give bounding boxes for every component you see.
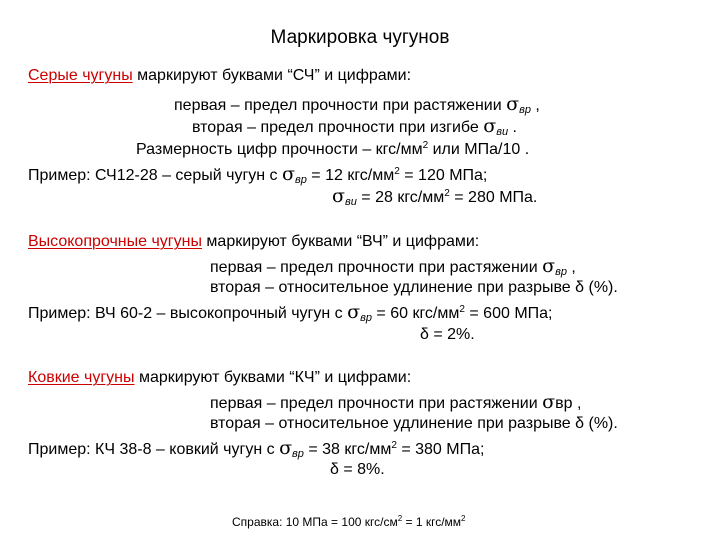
high-strength-cast-iron-term: Высокопрочные чугуны (28, 233, 202, 250)
gray-second-digit-line (192, 116, 517, 142)
malleable-first-digit-line (210, 392, 581, 414)
gray-first-text: первая – предел прочности при растяжении (174, 97, 507, 114)
dimension-end: или МПа/10 . (428, 141, 530, 158)
malleable-first-text: первая – предел прочности при растяжении (210, 395, 543, 412)
sigma-symbol: σ (279, 437, 293, 459)
superscript: 2 (394, 166, 400, 177)
sigma-subscript: ви (496, 126, 509, 138)
malleable-intro-text: маркируют буквами “КЧ” и цифрами: (134, 369, 412, 386)
gray-second-end: . (508, 119, 517, 136)
malleable-example-line (28, 438, 484, 464)
dimension-text: Размерность цифр прочности – кгс/мм (136, 141, 423, 158)
gray-example-text: Пример: СЧ12-28 – серый чугун с (28, 167, 282, 184)
footnote (232, 512, 466, 532)
malleable-first-end: вр , (555, 395, 582, 412)
malleable-example-line-2: δ = 8%. (330, 461, 385, 478)
gray-intro-text: маркируют буквами “СЧ” и цифрами: (132, 67, 412, 84)
gray-example2-value: = 28 кгс/мм (356, 189, 445, 206)
gray-example-value: = 12 кгс/мм (306, 167, 395, 184)
high-example-value: = 60 кгс/мм (371, 305, 460, 322)
superscript: 2 (397, 514, 403, 523)
page-title: Маркировка чугунов (270, 27, 450, 48)
superscript: 2 (461, 514, 466, 523)
malleable-cast-iron-term: Ковкие чугуны (28, 369, 135, 386)
superscript: 2 (444, 188, 450, 199)
high-second-digit-line: вторая – относительное удлинение при разрыве δ (%). (210, 279, 618, 296)
malleable-intro-line (28, 368, 411, 388)
malleable-second-digit-line: вторая – относительное удлинение при разрыве δ (%). (210, 415, 618, 432)
footnote-text: Справка: 10 МПа = 100 кгс/см (232, 515, 398, 529)
sigma-symbol: σ (483, 115, 497, 137)
sigma-symbol: σ (332, 185, 345, 207)
sigma-symbol: σ (542, 255, 556, 277)
high-intro-text: маркируют буквами “ВЧ” и цифрами: (201, 233, 480, 250)
sigma-subscript: вр (294, 174, 307, 186)
high-example-end: = 600 МПа; (464, 305, 553, 322)
sigma-symbol: σ (282, 163, 295, 185)
high-intro-line (28, 232, 479, 252)
high-example-text: Пример: ВЧ 60-2 – высокопрочный чугун с (28, 305, 348, 322)
sigma-subscript: ви (344, 196, 357, 208)
gray-example2-end: = 280 МПа. (449, 189, 538, 206)
sigma-symbol: σ (542, 391, 556, 413)
high-first-end: , (566, 259, 576, 276)
gray-example-line-2 (332, 186, 537, 212)
sigma-symbol: σ (347, 301, 361, 323)
gray-cast-iron-term: Серые чугуны (28, 67, 133, 84)
high-first-text: первая – предел прочности при растяжении (210, 259, 543, 276)
sigma-subscript: вр (555, 266, 567, 278)
gray-first-end: , (530, 97, 540, 114)
malleable-example-text: Пример: КЧ 38-8 – ковкий чугун с (28, 441, 280, 458)
gray-example-end: = 120 МПа; (399, 167, 488, 184)
sigma-subscript: вр (519, 104, 531, 116)
gray-second-text: вторая – предел прочности при изгибе (192, 119, 484, 136)
superscript: 2 (459, 304, 465, 315)
sigma-subscript: вр (360, 312, 372, 324)
gray-dimension-line (136, 140, 529, 160)
sigma-symbol: σ (506, 93, 520, 115)
superscript: 2 (391, 440, 397, 451)
malleable-example-value: = 38 кгс/мм (303, 441, 392, 458)
footnote-text-2: = 1 кгс/мм (402, 515, 462, 529)
superscript: 2 (422, 140, 429, 151)
gray-intro-line (28, 66, 411, 86)
sigma-subscript: вр (292, 448, 304, 460)
malleable-example-end: = 380 МПа; (396, 441, 485, 458)
high-example-line-2: δ = 2%. (420, 326, 475, 343)
